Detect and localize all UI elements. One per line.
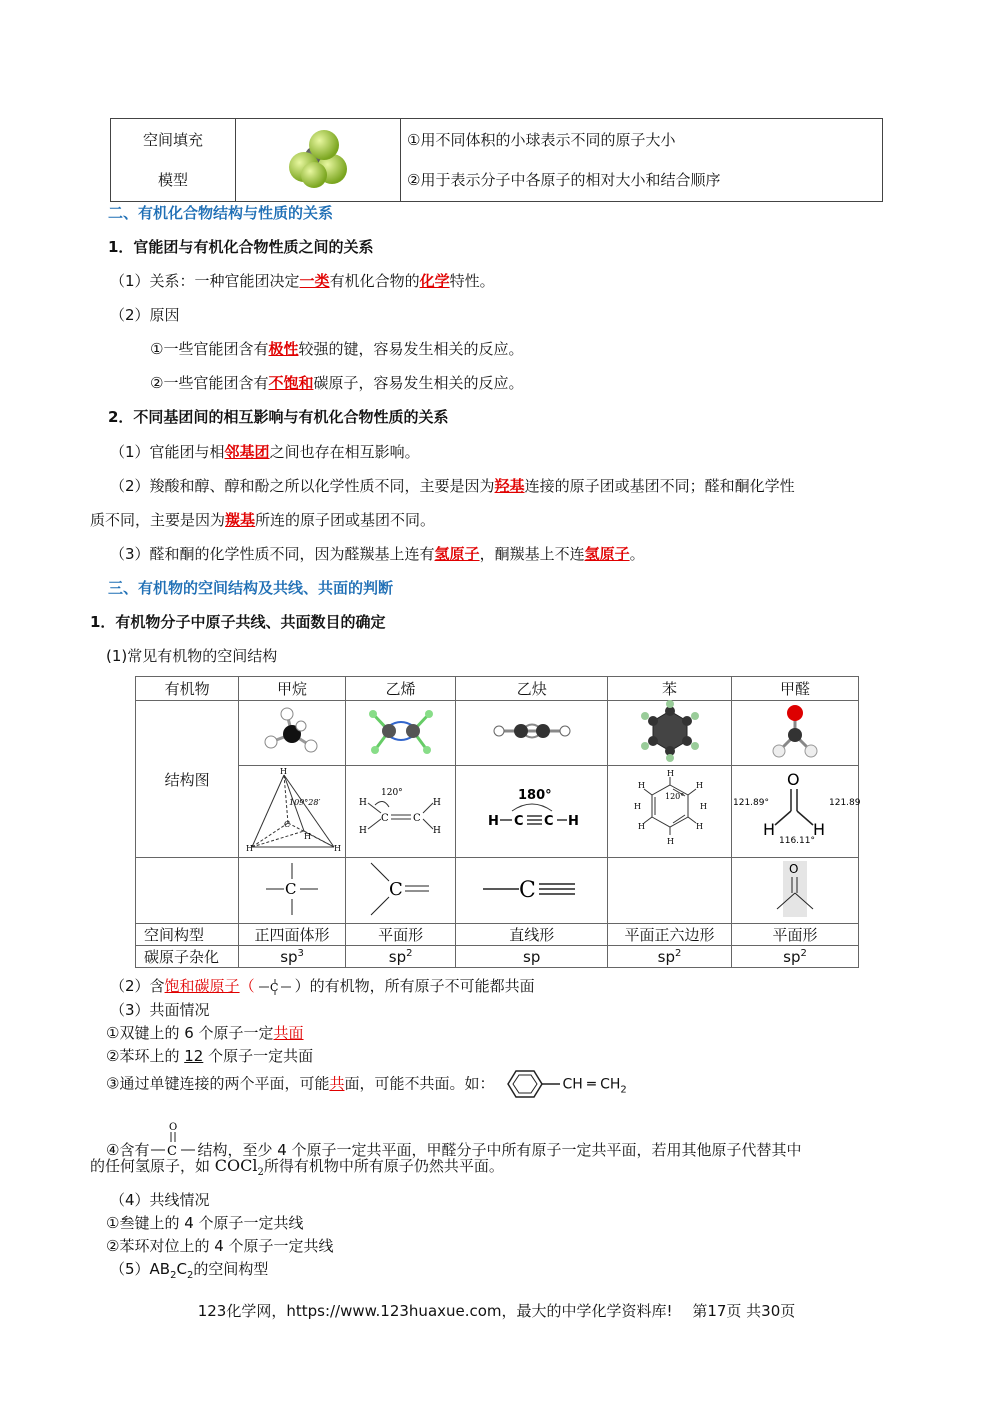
svg-text:C: C (269, 980, 278, 994)
methane-skeleton-diagram (252, 859, 332, 919)
q2-answer: 羟基 (494, 477, 525, 495)
formaldehyde-ball-stick (732, 701, 859, 766)
empty-label-cell (136, 858, 239, 924)
hybrid-formaldehyde-base: sp (783, 947, 801, 966)
svg-text:H: H (487, 813, 499, 829)
svg-text:C: C (380, 812, 389, 824)
section2-q1 (110, 441, 420, 462)
svg-text:H: H (637, 821, 645, 831)
ethylene-structure-diagram (353, 775, 449, 845)
hybrid-benzene (607, 946, 731, 968)
model-desc-2: ②用于表示分子中各原子的相对大小和结合顺序 (407, 171, 721, 189)
skeleton-row (136, 858, 859, 924)
header-benzene: 苯 (607, 677, 731, 701)
l6-text-end: 面，可能不共面。如： (344, 1074, 495, 1093)
svg-text:H: H (695, 821, 703, 831)
svg-text:H: H (637, 780, 645, 790)
shape-acetylene: 直线形 (456, 924, 608, 946)
coplanar-4-cont (90, 1155, 504, 1178)
acetylene-ball-stick (456, 701, 608, 766)
space-filling-ball-model-icon (278, 123, 358, 193)
open-paren: （ (239, 977, 255, 995)
p1-answer-2: 化学 (419, 272, 450, 290)
structure-formula-row (136, 766, 859, 858)
section3-heading1: 1．有机物分子中原子共线、共面数目的确定 (90, 613, 386, 631)
hybrid-formaldehyde (732, 946, 859, 968)
row-label-line1: 空间填充 (142, 131, 203, 149)
section3-title: 三、有机物的空间结构及共线、共面的判断 (108, 579, 394, 597)
hybrid-methane-base: sp (280, 947, 298, 966)
styrene-formula-sub: 2 (620, 1084, 627, 1096)
l2-answer: 饱和碳原子 (164, 977, 240, 995)
shape-row (136, 924, 859, 946)
shape-methane: 正四面体形 (239, 924, 346, 946)
model-image-cell (236, 119, 401, 202)
benzene-ring-icon (494, 1068, 562, 1100)
q3-text: （3）醛和酮的化学性质不同，因为醛羰基上连有 (110, 545, 435, 563)
svg-text:H: H (432, 797, 441, 808)
svg-text:C: C (543, 813, 554, 829)
ethylene-ball-stick-icon (361, 704, 441, 758)
methane-ball-stick-icon (257, 704, 327, 758)
svg-text:C: C (285, 879, 297, 898)
hybrid-ethylene-base: sp (388, 947, 407, 966)
section2-q2 (110, 475, 795, 496)
hybrid-ethylene (345, 946, 456, 968)
hybrid-methane-sup: 3 (297, 947, 304, 959)
ethylene-structure (345, 766, 456, 858)
svg-text:H: H (358, 825, 367, 836)
p1-text-mid: 有机化合物的 (329, 272, 420, 290)
acetylene-structure-diagram (482, 775, 582, 845)
svg-text:C: C (513, 813, 524, 829)
l6-answer: 共 (329, 1074, 345, 1093)
p1-text-end: 特性。 (449, 272, 495, 290)
q3-answer-2: 氢原子 (584, 545, 630, 563)
l5-text-end: 个原子一定共面 (203, 1047, 314, 1065)
l7-text-end: 结构，至少 4 个原子一定共平面，甲醛分子中所有原子一定共平面，若用其他原子代替其中 (197, 1141, 802, 1159)
benzene-skeleton-empty (607, 858, 731, 924)
table-header-row (136, 677, 859, 701)
shape-benzene: 平面正六边形 (607, 924, 731, 946)
svg-text:H: H (358, 797, 367, 808)
svg-text:O: O (787, 769, 800, 789)
q1-text: （1）官能团与相 (110, 443, 225, 461)
hybrid-label: 碳原子杂化 (136, 946, 239, 968)
svg-text:H: H (334, 843, 342, 853)
formaldehyde-skeleton-diagram (765, 859, 825, 919)
benzene-structure (607, 766, 731, 858)
header-formaldehyde: 甲醛 (732, 677, 859, 701)
hybrid-acetylene-base: sp (523, 947, 541, 966)
section2-heading2: 2．不同基团间的相互影响与有机化合物性质的关系 (108, 408, 449, 426)
svg-text:H: H (699, 801, 707, 811)
carbonyl-group-icon (149, 1120, 197, 1160)
sat-carbon-line (110, 975, 535, 996)
methane-ball-stick (239, 701, 346, 766)
methane-tetrahedron-diagram (244, 767, 340, 853)
l2-text-end: ）的有机物，所有原子不可能都共面 (294, 977, 535, 995)
ball-stick-row (136, 701, 859, 766)
svg-text:H: H (432, 825, 441, 836)
section3-sub1: (1)常见有机物的空间结构 (106, 647, 278, 665)
svg-text:H: H (666, 836, 674, 846)
q2-text: （2）羧酸和醇、醇和酚之所以化学性质不同，主要是因为 (110, 477, 495, 495)
hybrid-formaldehyde-sup: 2 (800, 947, 807, 959)
p3-text: ①一些官能团含有 (150, 340, 269, 358)
svg-text:C: C (412, 812, 421, 824)
hybrid-methane (239, 946, 346, 968)
formaldehyde-left-angle: 121.89° (733, 797, 770, 808)
cocl2-formula: COCl (214, 1156, 258, 1175)
benzene-structure-diagram (622, 767, 718, 853)
svg-text:H: H (246, 843, 254, 853)
hybrid-acetylene (456, 946, 608, 968)
section2-heading1: 1．官能团与有机化合物性质之间的关系 (108, 238, 374, 256)
section2-para2: （2）原因 (110, 306, 180, 324)
model-description (401, 119, 883, 202)
l12-sub2: 2 (186, 1270, 194, 1281)
svg-text:C: C (167, 1144, 178, 1159)
p1-answer-1: 一类 (299, 272, 330, 290)
svg-text:C: C (284, 819, 291, 829)
l5-number: 12 (184, 1047, 204, 1065)
svg-text:H: H (567, 813, 579, 829)
ethylene-angle-label: 120° (380, 787, 403, 798)
collinear-heading: （4）共线情况 (110, 1191, 210, 1209)
section2-q2-cont (90, 509, 435, 530)
ethylene-ball-stick (345, 701, 456, 766)
hybrid-benzene-base: sp (657, 947, 675, 966)
ab2c2-line (110, 1258, 268, 1281)
hybrid-row (136, 946, 859, 968)
header-organic: 有机物 (136, 677, 239, 701)
svg-text:C: C (518, 877, 536, 903)
page-footer: 123化学网，https://www.123huaxue.com，最大的中学化学资料库! 第17页 共30页 (197, 1302, 796, 1320)
section2-title: 二、有机化合物结构与性质的关系 (108, 204, 334, 222)
coplanar-1 (106, 1022, 304, 1043)
svg-text:O: O (169, 1122, 178, 1133)
svg-text:H: H (695, 780, 703, 790)
q2b-text-end: 所连的原子团或基团不同。 (255, 511, 436, 529)
svg-text:H: H (666, 768, 674, 778)
formaldehyde-right-angle: 121.89 (829, 797, 861, 808)
collinear-1: ①叁键上的 4 个原子一定共线 (106, 1214, 304, 1232)
l5-text: ②苯环上的 (106, 1047, 185, 1065)
coplanar-heading: （3）共面情况 (110, 1001, 210, 1019)
svg-text:C: C (388, 878, 403, 900)
acetylene-skeleton-diagram (477, 859, 587, 919)
section2-para4 (150, 372, 523, 393)
methane-skeleton (239, 858, 346, 924)
structure-label: 结构图 (136, 701, 239, 858)
p3-text-end: 较强的键，容易发生相关的反应。 (298, 340, 524, 358)
model-desc-1: ①用不同体积的小球表示不同的原子大小 (407, 131, 676, 149)
shape-label: 空间构型 (136, 924, 239, 946)
header-methane: 甲烷 (239, 677, 346, 701)
l7-text: ④含有 (106, 1141, 150, 1159)
p4-text-end: 碳原子，容易发生相关的反应。 (313, 374, 524, 392)
section2-para3 (150, 338, 523, 359)
methane-angle-label: 109°28′ (289, 797, 321, 807)
coplanar-4 (106, 1120, 802, 1160)
l12-sub1: 2 (170, 1270, 177, 1281)
hybrid-ethylene-sup: 2 (406, 947, 413, 959)
q1-answer: 邻基团 (224, 443, 270, 461)
q2-text-end: 连接的原子团或基团不同；醛和酮化学性 (524, 477, 795, 495)
q3-answer-1: 氢原子 (434, 545, 480, 563)
styrene-formula: CH ═ CH (562, 1076, 621, 1093)
p4-answer: 不饱和 (268, 374, 314, 392)
organic-structure-table (135, 676, 859, 968)
svg-text:H: H (304, 831, 312, 841)
formaldehyde-structure (732, 766, 859, 858)
space-filling-model-table (110, 118, 883, 202)
l8-text-end: 所得有机物中所有原子仍然共平面。 (263, 1157, 504, 1175)
shape-ethylene: 平面形 (345, 924, 456, 946)
p3-answer: 极性 (268, 340, 299, 358)
l4-text: ①双键上的 6 个原子一定 (106, 1024, 274, 1042)
benzene-ball-stick-icon (635, 701, 705, 761)
header-acetylene: 乙炔 (456, 677, 608, 701)
formaldehyde-ball-stick-icon (765, 701, 825, 761)
row-label-line2: 模型 (157, 171, 188, 189)
formaldehyde-structure-diagram (733, 767, 861, 853)
acetylene-skeleton (456, 858, 608, 924)
svg-text:O: O (789, 861, 799, 876)
p1-text: （1）关系：一种官能团决定 (110, 272, 300, 290)
acetylene-ball-stick-icon (487, 704, 577, 758)
l12-text: （5）AB (110, 1260, 171, 1278)
section2-q3 (110, 543, 645, 564)
coplanar-3 (106, 1068, 627, 1100)
coplanar-2 (106, 1045, 313, 1066)
methane-structure (239, 766, 346, 858)
benzene-angle-label: 120° (664, 791, 684, 801)
svg-text:H: H (763, 819, 776, 839)
l12-mid: C (176, 1260, 187, 1278)
row-label (111, 119, 236, 202)
acetylene-angle-label: 180° (517, 787, 552, 803)
formaldehyde-skeleton (732, 858, 859, 924)
p4-text: ②一些官能团含有 (150, 374, 269, 392)
header-ethylene: 乙烯 (345, 677, 456, 701)
hybrid-benzene-sup: 2 (674, 947, 682, 959)
ethylene-skeleton-diagram (361, 859, 441, 919)
l12-text-end: 的空间构型 (193, 1260, 269, 1278)
collinear-2: ②苯环对位上的 4 个原子一定共线 (106, 1237, 334, 1255)
shape-formaldehyde: 平面形 (732, 924, 859, 946)
l2-text: （2）含 (110, 977, 165, 995)
cocl2-sub: 2 (257, 1167, 264, 1178)
q3-text-mid: ，酮羰基上不连 (479, 545, 585, 563)
acetylene-structure (456, 766, 608, 858)
svg-text:H: H (813, 819, 826, 839)
svg-text:H: H (633, 801, 641, 811)
formaldehyde-bottom-angle: 116.11° (779, 835, 816, 846)
q2b-text: 质不同，主要是因为 (90, 511, 226, 529)
q2b-answer: 羰基 (225, 511, 256, 529)
saturated-carbon-icon (255, 979, 295, 995)
section2-para1 (110, 270, 495, 291)
l6-text: ③通过单键连接的两个平面，可能 (106, 1074, 330, 1093)
benzene-ball-stick (607, 701, 731, 766)
l4-answer: 共面 (273, 1024, 304, 1042)
l8-text: 的任何氢原子，如 (90, 1157, 215, 1175)
svg-text:H: H (280, 766, 288, 776)
ethylene-skeleton (345, 858, 456, 924)
q3-text-end: 。 (629, 545, 645, 563)
q1-text-end: 之间也存在相互影响。 (269, 443, 420, 461)
